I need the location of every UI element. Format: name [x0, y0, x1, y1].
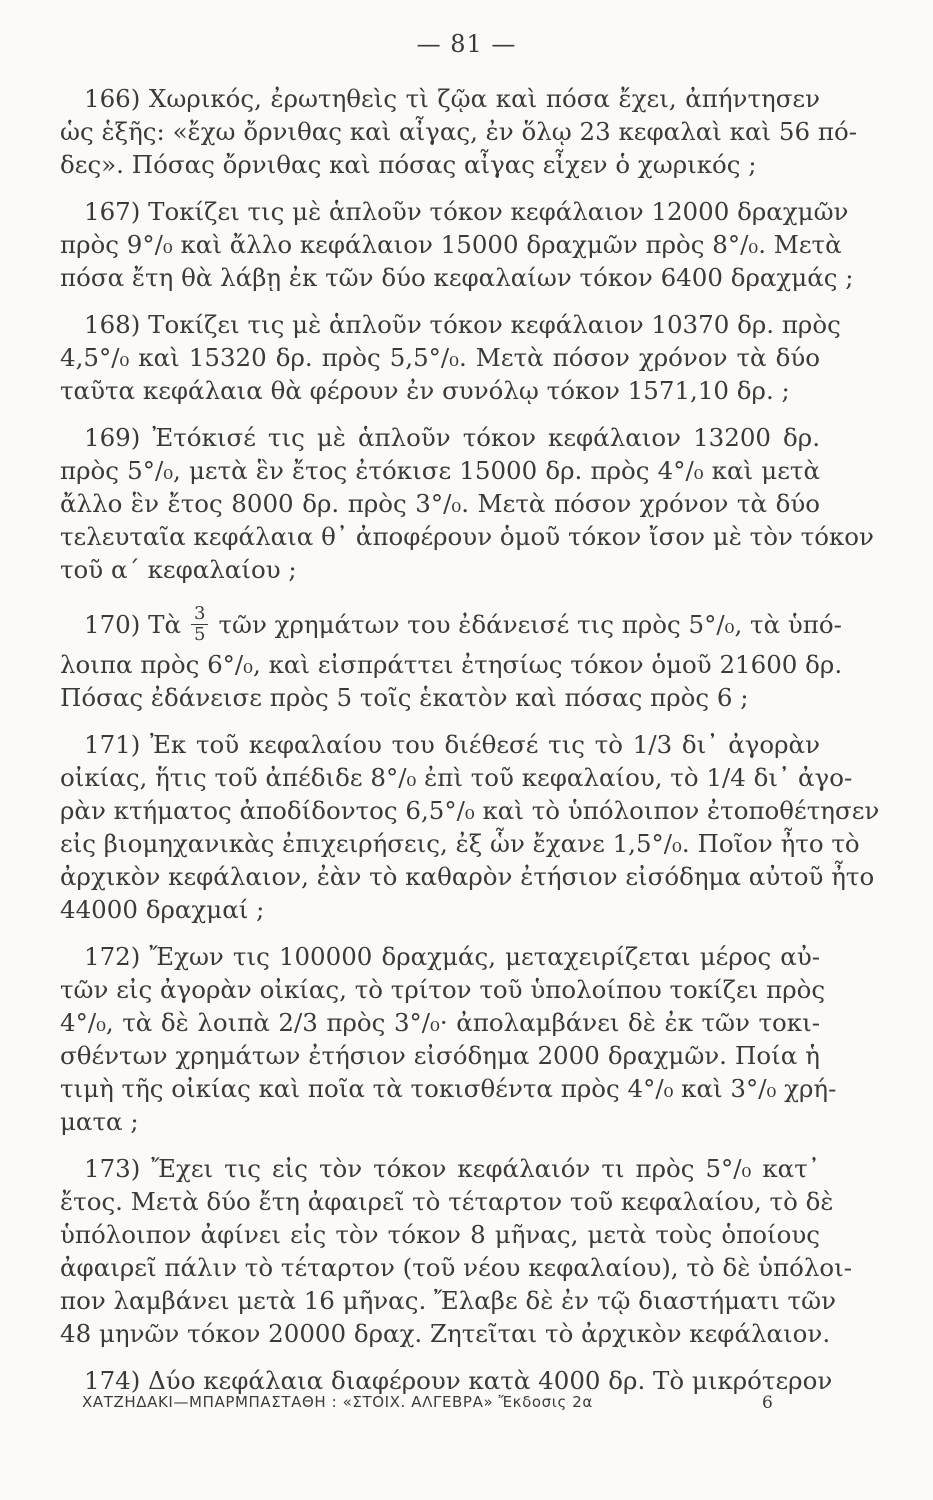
problem-line: 171) Ἐκ τοῦ κεφαλαίου του διέθεσέ τις τὸ 1/3 δι᾿ ἀγορὰν [84, 730, 820, 759]
problem-line: ὑπόλοιπον ἀφίνει εἰς τὸν τόκον 8 μῆνας, μετὰ τοὺς ὁποίους [60, 1220, 820, 1249]
problem-line: ἀφαιρεῖ πάλιν τὸ τέταρτον (τοῦ νέου κεφαλαίου), τὸ δὲ ὑπόλοι- [60, 1253, 853, 1282]
problem-line: ἄλλο ἓν ἔτος 8000 δρ. πρὸς 3°/₀. Μετὰ πόσον χρόνον τὰ δύο [60, 489, 820, 518]
page-number: — 81 — [416, 30, 517, 58]
problem-170 [60, 600, 843, 714]
problem-168 [60, 308, 841, 407]
problem-line-with-fraction [60, 600, 842, 648]
footer-text: ΧΑΤΖΗΔΑΚΙ—ΜΠΑΡΜΠΑΣΤΑΘΗ : «ΣΤΟΙΧ. ΑΛΓΕΒΡΑ» Ἔκδοσις 2α [82, 1393, 593, 1411]
footer-signature [82, 1393, 782, 1411]
problem-line: πον λαμβάνει μετὰ 16 μῆνας. Ἔλαβε δὲ ἐν τῷ διαστήματι τῶν [60, 1286, 836, 1315]
problem-166 [60, 82, 858, 181]
problem-173 [60, 1152, 853, 1350]
problem-line: 167) Τοκίζει τις μὲ ἁπλοῦν τόκον κεφάλαιον 12000 δραχμῶν [84, 197, 849, 226]
fraction [191, 602, 208, 645]
problem-line: πρὸς 9°/₀ καὶ ἄλλο κεφάλαιον 15000 δραχμῶν πρὸς 8°/₀. Μετὰ [60, 230, 842, 259]
problem-line: τελευταῖα κεφάλαια θ᾿ ἀποφέρουν ὁμοῦ τόκον ἴσον μὲ τὸν τόκον [60, 522, 874, 551]
problem-line: 44000 δραχμαί ; [60, 895, 265, 924]
problem-line: 48 μηνῶν τόκον 20000 δραχ. Ζητεῖται τὸ ἀρχικὸν κεφάλαιον. [60, 1319, 831, 1348]
problem-170-lead: 170) Τὰ [84, 609, 181, 639]
fraction-numerator: 3 [191, 605, 208, 625]
problem-line: δες». Πόσας ὄρνιθας καὶ πόσας αἶγας εἶχεν ὁ χωρικός ; [60, 150, 757, 179]
problem-172 [60, 940, 837, 1138]
sheet-number: 6 [762, 1393, 774, 1413]
problem-line: 4°/₀, τὰ δὲ λοιπὰ 2/3 πρὸς 3°/₀· ἀπολαμβάνει δὲ ἐκ τῶν τοκι- [60, 1008, 820, 1037]
problem-line: πόσα ἔτη θὰ λάβῃ ἐκ τῶν δύο κεφαλαίων τόκον 6400 δραχμάς ; [60, 263, 854, 292]
problem-line: 174) Δύο κεφάλαια διαφέρουν κατὰ 4000 δρ. Τὸ μικρότερον [84, 1366, 833, 1395]
problem-170-rest: τῶν χρημάτων του ἐδάνεισέ τις πρὸς 5°/₀, τὰ ὑπό- [218, 609, 842, 639]
problem-line: ρὰν κτήματος ἀποδίδοντος 6,5°/₀ καὶ τὸ ὑπόλοιπον ἐτοποθέτησεν [60, 796, 880, 825]
problem-line: οἰκίας, ἥτις τοῦ ἀπέδιδε 8°/₀ ἐπὶ τοῦ κεφαλαίου, τὸ 1/4 δι᾿ ἀγο- [60, 763, 853, 792]
problem-line: τῶν εἰς ἀγορὰν οἰκίας, τὸ τρίτον τοῦ ὑπολοίπου τοκίζει πρὸς [60, 975, 826, 1004]
problem-line: 173) Ἔχει τις εἰς τὸν τόκον κεφάλαιόν τι πρὸς 5°/₀ κατ᾿ [84, 1154, 820, 1183]
problem-line: Πόσας ἐδάνεισε πρὸς 5 τοῖς ἑκατὸν καὶ πόσας πρὸς 6 ; [60, 683, 749, 712]
problem-line: 166) Χωρικός, ἐρωτηθεὶς τὶ ζῷα καὶ πόσα ἔχει, ἀπήντησεν [84, 84, 820, 113]
problem-line: σθέντων χρημάτων ἐτήσιον εἰσόδημα 2000 δραχμῶν. Ποία ἡ [60, 1041, 820, 1070]
problem-line: ταῦτα κεφάλαια θὰ φέρουν ἐν συνόλῳ τόκον 1571,10 δρ. ; [60, 376, 790, 405]
problem-171 [60, 728, 880, 926]
problem-line: ἔτος. Μετὰ δύο ἔτη ἀφαιρεῖ τὸ τέταρτον τοῦ κεφαλαίου, τὸ δὲ [60, 1187, 834, 1216]
fraction-denominator: 5 [194, 623, 206, 645]
problem-line: ματα ; [60, 1107, 139, 1136]
problem-line: λοιπα πρὸς 6°/₀, καὶ εἰσπράττει ἐτησίως τόκον ὁμοῦ 21600 δρ. [60, 650, 843, 679]
problem-line: 4,5°/₀ καὶ 15320 δρ. πρὸς 5,5°/₀. Μετὰ πόσον χρόνον τὰ δύο [60, 343, 820, 372]
problem-167 [60, 195, 854, 294]
problem-line: ὡς ἑξῆς: «ἔχω ὄρνιθας καὶ αἶγας, ἐν ὅλῳ 23 κεφαλαὶ καὶ 56 πό- [60, 117, 858, 146]
problem-line: 169) Ἐτόκισέ τις μὲ ἁπλοῦν τόκον κεφάλαιον 13200 δρ. [84, 423, 820, 452]
body-text [60, 82, 880, 1411]
problem-line: 168) Τοκίζει τις μὲ ἁπλοῦν τόκον κεφάλαιον 10370 δρ. πρὸς [84, 310, 841, 339]
problem-line: εἰς βιομηχανικὰς ἐπιχειρήσεις, ἐξ ὧν ἔχανε 1,5°/₀. Ποῖον ἦτο τὸ [60, 829, 860, 858]
problem-line: 172) Ἔχων τις 100000 δραχμάς, μεταχειρίζεται μέρος αὐ- [84, 942, 820, 971]
problem-line: ἀρχικὸν κεφάλαιον, ἐὰν τὸ καθαρὸν ἐτήσιον εἰσόδημα αὐτοῦ ἦτο [60, 862, 875, 891]
problem-line: τιμὴ τῆς οἰκίας καὶ ποῖα τὰ τοκισθέντα πρὸς 4°/₀ καὶ 3°/₀ χρή- [60, 1074, 837, 1103]
problem-line: τοῦ α΄ κεφαλαίου ; [60, 555, 297, 584]
problem-169 [60, 421, 874, 586]
problem-line: πρὸς 5°/₀, μετὰ ἓν ἔτος ἐτόκισε 15000 δρ. πρὸς 4°/₀ καὶ μετὰ [60, 456, 820, 485]
